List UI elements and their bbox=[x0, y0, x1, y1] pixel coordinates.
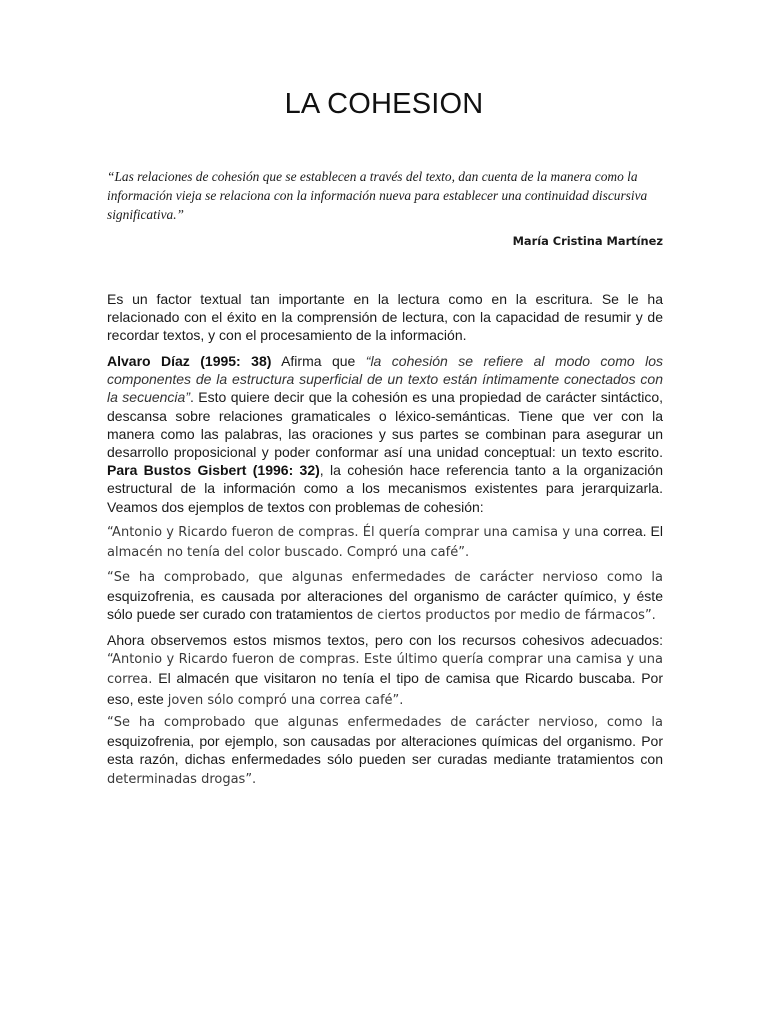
example-text: Ahora observemos estos mismos textos, pero con los recursos cohesivos adecuados: bbox=[107, 632, 663, 648]
example-text: “Se ha comprobado, que algunas enfermedades de carácter nervioso como la bbox=[107, 570, 663, 585]
paragraph-intro: Es un factor textual tan importante en la lectura como en la escritura. Se le ha relacionado con el éxito en la comprensión de lectura, con la capacidad de resumir y de recordar textos, y con el procesamiento de la información. bbox=[107, 291, 663, 344]
example-text: . El bbox=[642, 523, 663, 539]
example-text: esquizofrenia, por ejemplo, son causadas por alteraciones químicas del organismo. Por esta razón, dichas enfermedades sólo pueden ser curadas mediante tratamientos con bbox=[107, 733, 663, 768]
example-text: de ciertos productos por medio de fármacos”. bbox=[356, 608, 656, 624]
example-text: “Antonio y Ricardo fueron de compras. Este último quería comprar una camisa y una correa. bbox=[107, 652, 663, 688]
paragraph-definition-text: Afirma que bbox=[271, 353, 366, 369]
document-title: LA COHESION bbox=[284, 88, 484, 120]
epigraph-author: María Cristina Martínez bbox=[512, 234, 663, 248]
epigraph-quote: “Las relaciones de cohesión que se establecen a través del texto, dan cuenta de la manera como la información vieja se relaciona con la información nueva para establecer una continuidad discursiva significativa.” bbox=[107, 169, 648, 222]
paragraph-definition-text: . Esto quiere decir que la cohesión es una propiedad de carácter sintáctico, descansa sobre relaciones gramaticales o léxico-semánticas. Tiene que ver con la manera como las palabras, las oraciones y sus partes se combinan para asegurar un desarrollo proposicional y poder conformar así una unidad conceptual: un texto escrito. bbox=[107, 389, 663, 461]
example-text: determinadas drogas”. bbox=[107, 771, 257, 787]
example-text: “Se ha comprobado que algunas enfermedades de carácter nervioso, como la bbox=[107, 715, 663, 730]
quote-alvaro-diaz: “la cohesión se refiere al modo como los componentes de la estructura superficial de un texto están íntimamente conectados con la secuencia” bbox=[107, 353, 664, 406]
paragraph-definition-text: , la cohesión hace referencia tanto a la organización estructural de la información como a los mecanismos existentes para jerarquizarla. Veamos dos ejemplos de textos con problemas de cohesión: bbox=[107, 462, 663, 515]
example-text: joven sólo compró una correa café”. bbox=[167, 692, 404, 708]
example-2-incohesive bbox=[107, 567, 663, 626]
example-text: correa bbox=[602, 523, 643, 539]
example-1-incohesive bbox=[107, 522, 663, 562]
citation-alvaro-diaz: Alvaro Díaz (1995: 38) bbox=[107, 353, 272, 369]
example-2-cohesive bbox=[107, 712, 663, 789]
example-text: almacén no tenía del color buscado. Compró una café”. bbox=[107, 545, 470, 561]
example-text: “Antonio y Ricardo fueron de compras. Él quería comprar una camisa y una bbox=[107, 525, 603, 540]
example-text: El almacén que visitaron no tenía el tipo de camisa que Ricardo buscaba. Por eso, este bbox=[107, 670, 663, 707]
citation-bustos-gisbert: Para Bustos Gisbert (1996: 32) bbox=[107, 462, 320, 479]
paragraph-definition bbox=[107, 352, 663, 516]
example-text: esquizofrenia, es causada por alteraciones del organismo de carácter químico, y éste sólo puede ser curado con tratamientos bbox=[107, 588, 663, 623]
example-1-cohesive bbox=[107, 631, 663, 710]
